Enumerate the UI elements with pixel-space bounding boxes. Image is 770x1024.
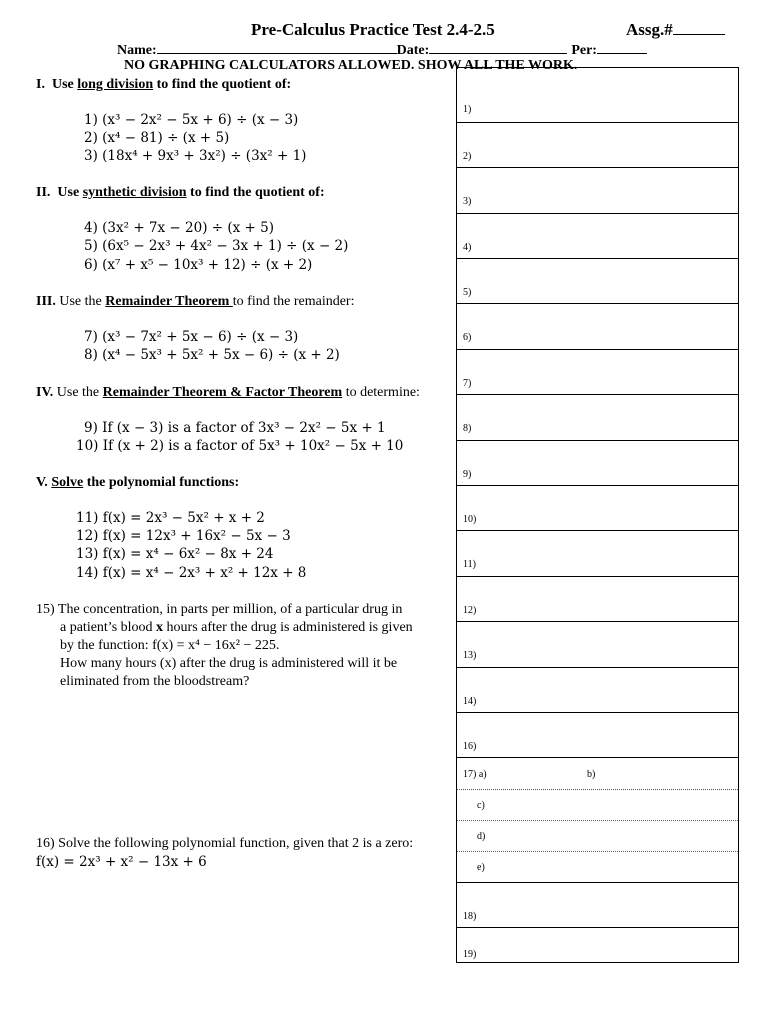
answer-label-5: 5): [463, 287, 472, 298]
name-blank[interactable]: [157, 41, 397, 54]
section-2-number: II.: [36, 185, 51, 200]
answer-label-7: 7): [463, 378, 472, 389]
answer-label-2: 2): [463, 151, 472, 162]
section-2-heading: [36, 185, 325, 201]
answer-row-16[interactable]: [457, 713, 738, 758]
problem-15-line-1: 15) The concentration, in parts per million, of a particular drug in: [36, 602, 403, 617]
section-4-pre: Use the: [53, 385, 103, 400]
answer-row-19[interactable]: [457, 928, 738, 962]
answer-row-6[interactable]: [457, 304, 738, 350]
section-5-heading: [36, 475, 239, 491]
answer-label-4: 4): [463, 242, 472, 253]
page-title: Pre-Calculus Practice Test 2.4-2.5: [251, 20, 495, 39]
answer-label-17d: d): [477, 831, 486, 842]
name-label: Name:: [117, 43, 157, 58]
answer-label-6: 6): [463, 332, 472, 343]
answer-label-1: 1): [463, 104, 472, 115]
answer-row-4[interactable]: [457, 214, 738, 259]
answer-row-7[interactable]: [457, 350, 738, 395]
answer-row-18[interactable]: [457, 883, 738, 928]
problem-15-line-3: by the function: f(x) = x⁴ − 16x² − 225.: [60, 638, 280, 653]
problem-13: 13) f(x) = x⁴ − 6x² − 8x + 24: [76, 546, 274, 562]
answer-label-16: 16): [463, 741, 477, 752]
problem-11: 11) f(x) = 2x³ − 5x² + x + 2: [76, 510, 265, 526]
no-calculator-warning: NO GRAPHING CALCULATORS ALLOWED. SHOW ALL THE WORK.: [124, 58, 578, 73]
answer-row-10[interactable]: [457, 486, 738, 531]
section-3-key: Remainder Theorem: [105, 294, 233, 309]
section-1-post: to find the quotient of:: [153, 77, 292, 92]
answer-row-2[interactable]: [457, 123, 738, 168]
problem-14: 14) f(x) = x⁴ − 2x³ + x² + 12x + 8: [76, 565, 307, 581]
problem-8: 8) (x⁴ − 5x³ + 5x² + 5x − 6) ÷ (x + 2): [84, 347, 340, 363]
answer-label-12: 12): [463, 605, 477, 616]
section-4-heading: [36, 385, 420, 401]
answer-label-18: 18): [463, 911, 477, 922]
problem-6: 6) (x⁷ + x⁵ − 10x³ + 12) ÷ (x + 2): [84, 257, 313, 273]
problem-16-line-1: 16) Solve the following polynomial function, given that 2 is a zero:: [36, 836, 414, 851]
section-2-key: synthetic division: [82, 185, 187, 200]
answer-label-3: 3): [463, 196, 472, 207]
section-5-key: Solve: [51, 475, 84, 490]
date-label: Date:: [396, 43, 430, 58]
problem-15-line-4: How many hours (x) after the drug is administered will it be: [60, 656, 398, 671]
section-4-post: to determine:: [342, 385, 420, 400]
date-blank[interactable]: [429, 41, 567, 54]
section-3-pre: Use the: [55, 294, 106, 309]
section-1-number: I.: [36, 77, 45, 92]
problem-15-line-2a: a patient’s blood: [60, 620, 157, 635]
problem-2: 2) (x⁴ − 81) ÷ (x + 5): [84, 130, 230, 146]
answer-row-14[interactable]: [457, 668, 738, 713]
problem-12: 12) f(x) = 12x³ + 16x² − 5x − 3: [76, 528, 291, 544]
problem-15-line-2c: hours after the drug is administered is given: [163, 620, 413, 635]
answer-row-5[interactable]: [457, 259, 738, 304]
problem-15-variable: x: [156, 620, 164, 635]
section-4-key: Remainder Theorem & Factor Theorem: [102, 385, 343, 400]
section-1-pre: Use: [51, 77, 78, 92]
problem-4: 4) (3x² + 7x − 20) ÷ (x + 5): [84, 220, 274, 236]
assg-blank[interactable]: [673, 22, 725, 35]
section-3-post: to find the remainder:: [232, 294, 355, 309]
problem-7: 7) (x³ − 7x² + 5x − 6) ÷ (x − 3): [84, 329, 299, 345]
answer-label-17b: b): [587, 769, 596, 780]
answer-label-17a: 17) a): [463, 769, 487, 780]
answer-label-13: 13): [463, 650, 477, 661]
answer-row-9[interactable]: [457, 441, 738, 486]
answer-row-1[interactable]: [457, 68, 738, 123]
per-label: Per:: [571, 43, 597, 58]
answer-row-17c[interactable]: [457, 790, 738, 820]
problem-16-line-2: f(x) = 2x³ + x² − 13x + 6: [36, 854, 207, 870]
answer-label-17e: e): [477, 862, 485, 873]
section-3-heading: [36, 294, 354, 310]
answer-row-17e[interactable]: [457, 852, 738, 883]
problem-9: 9) If (x − 3) is a factor of 3x³ − 2x² − 5x + 1: [84, 420, 386, 436]
assignment-number: [626, 20, 725, 40]
problem-15-line-2: [60, 620, 413, 636]
problem-15-line-5: eliminated from the bloodstream?: [60, 674, 250, 689]
problem-10: 10) If (x + 2) is a factor of 5x³ + 10x² − 5x + 10: [76, 438, 404, 454]
problem-5: 5) (6x⁵ − 2x³ + 4x² − 3x + 1) ÷ (x − 2): [84, 238, 349, 254]
section-3-number: III.: [36, 294, 56, 309]
answer-label-9: 9): [463, 469, 472, 480]
per-blank[interactable]: [597, 41, 647, 54]
answer-row-17d[interactable]: [457, 821, 738, 851]
section-5-number: V.: [36, 475, 48, 490]
answer-label-10: 10): [463, 514, 477, 525]
section-1-key: long division: [77, 77, 154, 92]
answer-label-17c: c): [477, 800, 485, 811]
section-1-heading: [36, 77, 291, 93]
section-5-post: the polynomial functions:: [83, 475, 240, 490]
answer-row-3[interactable]: [457, 168, 738, 214]
section-2-pre: Use: [57, 185, 83, 200]
student-info-line: [117, 41, 647, 59]
answer-row-8[interactable]: [457, 395, 738, 441]
answer-label-14: 14): [463, 696, 477, 707]
answer-label-8: 8): [463, 423, 472, 434]
problem-1: 1) (x³ − 2x² − 5x + 6) ÷ (x − 3): [84, 112, 299, 128]
section-2-post: to find the quotient of:: [186, 185, 325, 200]
answer-row-13[interactable]: [457, 622, 738, 668]
answer-label-11: 11): [463, 559, 476, 570]
answer-box: [456, 67, 739, 963]
problem-3: 3) (18x⁴ + 9x³ + 3x²) ÷ (3x² + 1): [84, 148, 307, 164]
answer-row-17a[interactable]: [457, 758, 738, 789]
assg-label: Assg.#: [626, 20, 673, 39]
answer-label-19: 19): [463, 949, 477, 960]
answer-row-12[interactable]: [457, 577, 738, 622]
answer-row-11[interactable]: [457, 531, 738, 577]
section-4-number: IV.: [36, 385, 54, 400]
